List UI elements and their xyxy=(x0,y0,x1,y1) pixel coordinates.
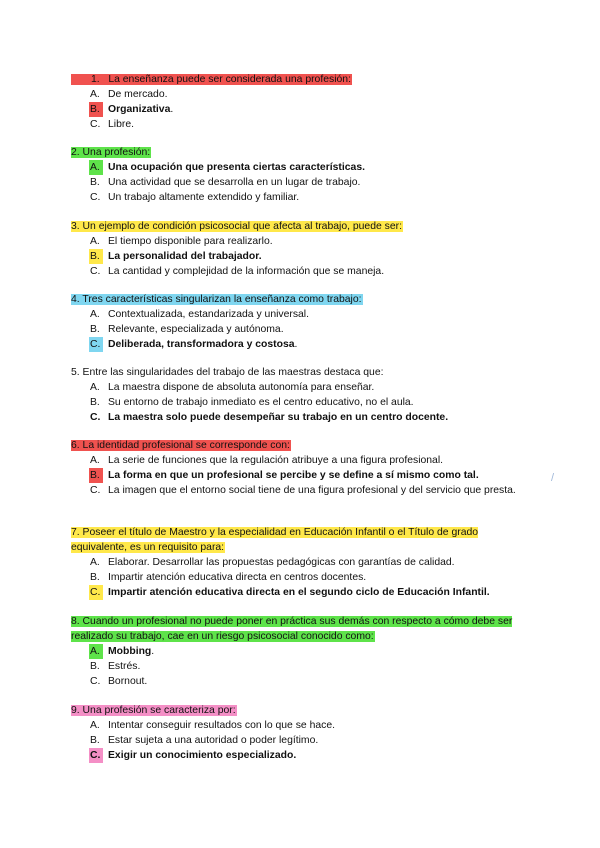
option-letter: A. xyxy=(89,160,103,175)
question-1 xyxy=(71,72,531,132)
option-c xyxy=(71,483,518,498)
option-letter: C. xyxy=(90,485,101,496)
option-text: Una ocupación que presenta ciertas características. xyxy=(108,162,365,173)
option-b xyxy=(71,249,531,264)
option-letter: C. xyxy=(89,337,103,352)
option-text: Elaborar. Desarrollar las propuestas pedagógicas con garantías de calidad. xyxy=(108,557,455,568)
option-letter: A. xyxy=(89,644,103,659)
option-letter: B. xyxy=(90,572,100,583)
question-title xyxy=(71,365,531,380)
option-text: La cantidad y complejidad de la información que se maneja. xyxy=(108,266,385,277)
option-a xyxy=(71,644,526,659)
option-c xyxy=(71,674,526,689)
option-letter: C. xyxy=(89,748,103,763)
option-b xyxy=(71,322,531,337)
question-title-text: 1. La enseñanza puede ser considerada una profesión: xyxy=(71,74,352,85)
question-title xyxy=(71,525,516,555)
question-title xyxy=(71,219,531,234)
option-letter: B. xyxy=(90,661,100,672)
option-text: La imagen que el entorno social tiene de una figura profesional y del servicio que presta. xyxy=(108,485,516,496)
option-a xyxy=(71,555,516,570)
question-3 xyxy=(71,219,531,279)
option-letter: C. xyxy=(90,266,101,277)
option-letter: B. xyxy=(89,102,103,117)
option-text: Relevante, especializada y autónoma. xyxy=(108,324,284,335)
option-text: Intentar conseguir resultados con lo que se hace. xyxy=(108,720,336,731)
question-title xyxy=(71,72,531,87)
option-letter: C. xyxy=(90,412,101,423)
option-letter: A. xyxy=(90,236,100,247)
question-title xyxy=(71,292,531,307)
option-text: Un trabajo altamente extendido y familiar. xyxy=(108,192,300,203)
question-8 xyxy=(71,614,526,689)
option-b xyxy=(71,733,531,748)
option-text: Libre. xyxy=(108,119,134,130)
option-letter: B. xyxy=(90,324,100,335)
option-letter: A. xyxy=(90,309,100,320)
option-letter: B. xyxy=(90,177,100,188)
option-letter: A. xyxy=(90,382,100,393)
option-letter: A. xyxy=(90,89,100,100)
option-a xyxy=(71,718,531,733)
option-letter: C. xyxy=(90,192,101,203)
option-c xyxy=(71,337,531,352)
option-text: Organizativa xyxy=(108,104,171,115)
option-trail: . xyxy=(151,646,155,657)
question-5 xyxy=(71,365,531,425)
question-title-text: 9. Una profesión se caracteriza por: xyxy=(71,705,236,716)
option-text: Impartir atención educativa directa en el segundo ciclo de Educación Infantil. xyxy=(108,587,490,598)
question-title-text: 5. Entre las singularidades del trabajo de las maestras destaca que: xyxy=(71,367,384,378)
option-letter: A. xyxy=(90,455,100,466)
option-letter: B. xyxy=(90,397,100,408)
option-text: La maestra solo puede desempeñar su trabajo en un centro docente. xyxy=(108,412,449,423)
question-title xyxy=(71,438,531,453)
option-text: Su entorno de trabajo inmediato es el centro educativo, no el aula. xyxy=(108,397,414,408)
option-c xyxy=(71,117,531,132)
option-letter: A. xyxy=(90,720,100,731)
option-text: El tiempo disponible para realizarlo. xyxy=(108,236,273,247)
option-letter: B. xyxy=(89,468,103,483)
question-title-text: 8. Cuando un profesional no puede poner en práctica sus demás con respecto a cómo debe ser realizado su trabajo, cae en un riesgo psicosocial conocido como: xyxy=(71,616,513,642)
option-a xyxy=(71,87,531,102)
option-text: Una actividad que se desarrolla en un lugar de trabajo. xyxy=(108,177,361,188)
option-c xyxy=(71,585,516,600)
option-letter: B. xyxy=(89,249,103,264)
question-6 xyxy=(71,438,531,498)
option-text: Exigir un conocimiento especializado. xyxy=(108,750,297,761)
option-letter: B. xyxy=(90,735,100,746)
option-text: Deliberada, transformadora y costosa xyxy=(108,339,295,350)
question-9 xyxy=(71,703,531,763)
question-title-text: 4. Tres características singularizan la enseñanza como trabajo: xyxy=(71,294,362,305)
question-title xyxy=(71,703,531,718)
option-b xyxy=(71,175,531,190)
option-text: La forma en que un profesional se percibe y se define a sí mismo como tal. xyxy=(108,470,479,481)
question-title-text: 2. Una profesión: xyxy=(71,147,151,158)
option-c xyxy=(71,190,531,205)
option-a xyxy=(71,307,531,322)
option-b xyxy=(71,102,531,117)
option-b xyxy=(71,659,526,674)
option-letter: A. xyxy=(90,557,100,568)
question-2 xyxy=(71,145,531,205)
question-4 xyxy=(71,292,531,352)
option-text: La maestra dispone de absoluta autonomía para enseñar. xyxy=(108,382,375,393)
question-title xyxy=(71,145,531,160)
option-a xyxy=(71,160,531,175)
stray-mark: / xyxy=(551,472,555,484)
question-title-text: 3. Un ejemplo de condición psicosocial que afecta al trabajo, puede ser: xyxy=(71,221,402,232)
option-text: Contextualizada, estandarizada y universal. xyxy=(108,309,310,320)
question-7 xyxy=(71,525,516,600)
option-text: De mercado. xyxy=(108,89,168,100)
option-a xyxy=(71,380,531,395)
option-b xyxy=(71,570,516,585)
option-text: Mobbing xyxy=(108,646,152,657)
option-letter: C. xyxy=(89,585,103,600)
option-text: Impartir atención educativa directa en centros docentes. xyxy=(108,572,367,583)
option-text: La serie de funciones que la regulación atribuye a una figura profesional. xyxy=(108,455,444,466)
option-text: Bornout. xyxy=(108,676,148,687)
option-text: Estar sujeta a una autoridad o poder legítimo. xyxy=(108,735,319,746)
question-title xyxy=(71,614,526,644)
question-title-text: 7. Poseer el título de Maestro y la especialidad en Educación Infantil o el Título de grado equivalente, es un requisito para: xyxy=(71,527,479,553)
option-text: Estrés. xyxy=(108,661,141,672)
option-c xyxy=(71,264,531,279)
option-letter: C. xyxy=(90,119,101,130)
option-trail: . xyxy=(170,104,174,115)
option-a xyxy=(71,234,531,249)
question-title-text: 6. La identidad profesional se corresponde con: xyxy=(71,440,290,451)
option-a xyxy=(71,453,531,468)
option-c xyxy=(71,410,531,425)
option-letter: C. xyxy=(90,676,101,687)
option-c xyxy=(71,748,531,763)
option-text: La personalidad del trabajador. xyxy=(108,251,262,262)
option-trail: . xyxy=(294,339,298,350)
option-b xyxy=(71,468,531,483)
option-b xyxy=(71,395,531,410)
